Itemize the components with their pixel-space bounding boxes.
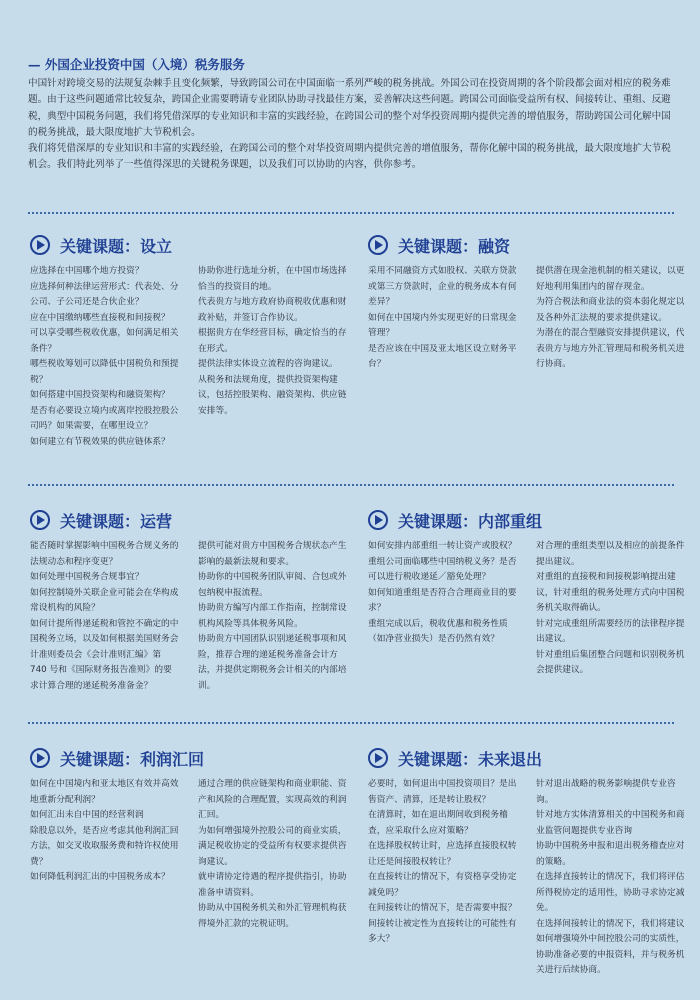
section-restructuring-services: 对合理的重组类型以及相应的前提条件提出建议。 对重组的直接税和间接税影响提出建议，针对重组的税务处理方式向中国税务机关取得确认。 针对完成重组所需要经历的法律程序提出建议。 针对重组后集团整合问题和识别税务机会提供建议。 (536, 541, 685, 675)
intro-title: — 外国企业投资中国（入境）税务服务 (28, 57, 245, 72)
divider-2 (28, 484, 674, 486)
play-icon (368, 748, 388, 768)
section-profit-services: 通过合理的供应链架构和商业职能、资产和风险的合理配置，实现高效的利润汇回。 为如何增强境外控股公司的商业实质，满足税收协定的受益所有权要求提供咨询建议。 就申请协定待遇的程序提供指引，协助准备申请资料。 协助从中国税务机关和外汇管理机构获得境外汇款的完税证明。 (198, 779, 347, 929)
section-operations-questions: 能否随时掌握影响中国税务合规义务的法规动态和程序变更？ 如何处理中国税务合规事宜？ 如何控制境外关联企业可能会在华构成常设机构的风险？ 如何计提所得递延税和管控不确定的中国税务立场，以及如何根据美国财务会计准则委员会《会计准则汇编》第 740 号和《国际财务报告准则》的要求计算合理的递延税务准备金？ (30, 541, 179, 691)
section-restructuring-title: 关键课题：内部重组 (398, 511, 543, 531)
section-operations (30, 507, 350, 694)
section-restructuring-heading (368, 507, 688, 533)
section-exit-heading (368, 745, 688, 771)
play-icon (30, 748, 50, 768)
section-setup-title: 关键课题：设立 (60, 236, 173, 256)
play-icon (30, 510, 50, 530)
section-restructuring-questions: 如何安排内部重组一转让资产或股权？ 重组公司面临哪些中国纳税义务？是否可以进行税收递延／豁免处理？ 如何知道重组是否符合合理商业目的要求？ 重组完成以后，税收优惠和税务性质（如净营业损失）是否仍然有效？ (368, 541, 517, 644)
section-operations-services: 提供可能对贵方中国税务合规状态产生影响的最新法规和要求。 协助你的中国税务团队审阅、合包或外包纳税申报流程。 协助贵方编写内部工作指南，控制常设机构风险等具体税务风险。 协助贵方中国团队识别递延税事项和风险，推荐合理的递延税务准备会计方法，并提供定期税务会计相关的内部培训。 (198, 541, 347, 691)
intro-section (28, 54, 676, 174)
section-operations-heading (30, 507, 350, 533)
section-exit-questions: 必要时，如何退出中国投资项目？是出售资产、清算，还是转让股权？ 在清算时，如在退出期间收到税务稽查，应采取什么应对策略？ 在选择股权转让时，应选择直接股权转让还是间接股权转让？ 在直接转让的情况下，有资格享受协定减免吗？ 在间接转让的情况下，是否需要申报？间接转让被定性为直接转让的可能性有多大？ (368, 779, 517, 944)
intro-paragraph-1: 中国针对跨境交易的法规复杂棘手且变化频繁，导致跨国公司在中国面临一系列严峻的税务挑战。外国公司在投资周期的各个阶段都会面对相应的税务难题。由于这些问题通常比较复杂，跨国企业需要聘请专业团队协助寻找最佳方案，妥善解决这些问题。跨国公司面临受益所有权、间接转让、重组、反避税，典型中国税务问题，我们将凭借深厚的专业知识和丰富的实践经验，在跨国公司的整个对华投资周期内提供完善的增值服务，帮助跨国公司化解中国的税务挑战，最大限度地扩大节税机会。 (28, 78, 671, 138)
divider-3 (28, 722, 674, 724)
play-icon (368, 235, 388, 255)
section-restructuring (368, 507, 688, 679)
section-exit-services: 针对退出战略的税务影响提供专业咨询。 针对地方实体清算相关的中国税务和商业监管问题提供专业咨询 协助中国税务申报和退出税务稽查应对的策略。 在选择直接转让的情况下，我们将评估所得税协定的适用性，协助寻求协定减免。 在选择间接转让的情况下，我们将建议如何增强境外中间控股公司的实质性，协助准备必要的申报资料，并与税务机关进行后续协商。 (536, 779, 685, 975)
play-icon (368, 510, 388, 530)
section-financing-questions: 采用不同融资方式如股权、关联方贷款或第三方贷款时，企业的税务成本有何差异？ 如何在中国境内外实现更好的日常现金管理？ 是否应该在中国及亚太地区设立财务平台？ (368, 266, 517, 369)
section-exit-title: 关键课题：未来退出 (398, 749, 543, 769)
section-profit (30, 745, 350, 932)
section-profit-title: 关键课题：利润汇回 (60, 749, 205, 769)
divider-1 (28, 212, 674, 214)
section-financing (368, 232, 688, 373)
section-setup-services: 协助你进行选址分析，在中国市场选择恰当的投资目的地。 代表贵方与地方政府协商税收优惠和财政补贴，并签订合作协议。 根据贵方在华经营目标，确定恰当的存在形式。 提供法律实体设立流程的咨询建议。 从税务和法规角度，提供投资架构建议，包括控股架构、融资架构、供应链安排等。 (198, 266, 347, 416)
section-operations-title: 关键课题：运营 (60, 511, 173, 531)
play-icon (30, 235, 50, 255)
intro-paragraph-2: 我们将凭借深厚的专业知识和丰富的实践经验，在跨国公司的整个对华投资周期内提供完善的增值服务，帮你化解中国的税务挑战，最大限度地扩大节税机会。我们特此列举了一些值得深思的关键税务课题，以及我们可以协助的内容，供你参考。 (28, 143, 671, 171)
section-setup-questions: 应选择在中国哪个地方投资？ 应选择何种法律运营形式：代表处、分公司、子公司还是合伙企业？ 应在中国缴纳哪些直接税和间接税？ 可以享受哪些税收优惠，如何满足相关条件？ 哪些税收筹划可以降低中国税负和预提税？ 如何搭建中国投资架构和融资架构？ 是否有必要设立境内或离岸控股控股公司吗？如果需要，在哪里设立？ 如何建立有节税效果的供应链体系？ (30, 266, 179, 447)
section-financing-heading (368, 232, 688, 258)
section-profit-questions: 如何在中国境内和亚太地区有效并高效地重新分配利润？ 如何汇出未自中国的经营利润 除股息以外，是否应考虑其他利润汇回方法，如交叉收取服务费和特许权使用费？ 如何降低利润汇出的中国税务成本？ (30, 779, 179, 882)
section-profit-heading (30, 745, 350, 771)
section-exit (368, 745, 688, 979)
section-financing-title: 关键课题：融资 (398, 236, 511, 256)
section-financing-services: 提供潜在现金池机制的相关建议，以更好地利用集团内的留存现金。 为符合税法和商业法的资本弱化规定以及各种外汇法规的要求提供建议。 为潜在的混合型融资安排提供建议，代表贵方与地方外汇管理局和税务机关进行协商。 (536, 266, 685, 369)
section-setup-heading (30, 232, 350, 258)
section-setup (30, 232, 350, 450)
